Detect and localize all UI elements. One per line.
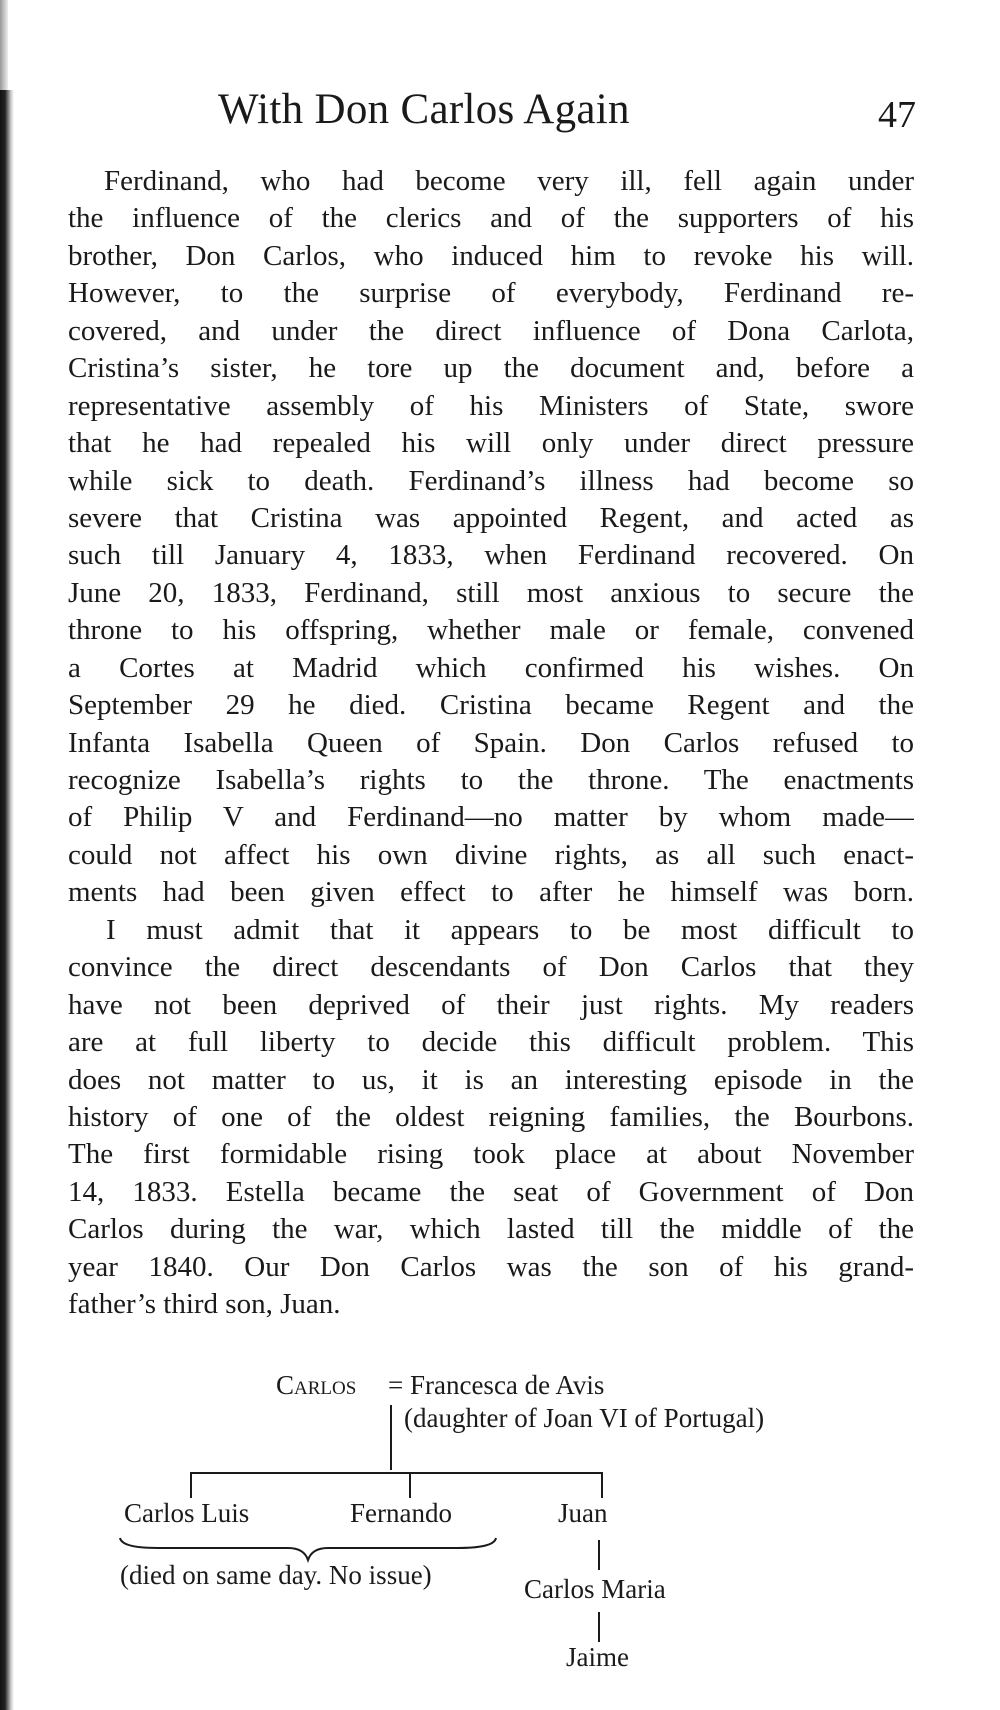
- text-line: are at full liberty to decide this difficult problem. This: [68, 1026, 914, 1059]
- tree-brace: [118, 1534, 498, 1564]
- text-line: Ferdinand, who had become very ill, fell again under: [104, 165, 914, 197]
- tree-line-child-1: [190, 1472, 192, 1498]
- text-line: throne to his offspring, whether male or female, convened: [68, 614, 914, 647]
- text-line: severe that Cristina was appointed Regent, and acted as: [68, 501, 914, 534]
- text-line: representative assembly of his Ministers of State, swore: [68, 389, 914, 422]
- tree-child-carlos-luis: Carlos Luis: [124, 1498, 250, 1528]
- text-line: covered, and under the direct influence of Dona Carlota,: [68, 314, 914, 347]
- text-line: the influence of the clerics and of the supporters of his: [68, 202, 914, 235]
- tree-line-child-2: [409, 1472, 411, 1498]
- tree-line-grandson-down: [598, 1612, 600, 1642]
- tree-line-child-3: [601, 1472, 603, 1498]
- text-line: Infanta Isabella Queen of Spain. Don Carlos refused to: [68, 726, 914, 759]
- text-line: convince the direct descendants of Don Carlos that they: [68, 951, 914, 984]
- tree-great-grandson: Jaime: [566, 1642, 629, 1672]
- page-gutter-top: [0, 0, 8, 90]
- text-line: recognize Isabella’s rights to the throne. The enactments: [68, 764, 914, 796]
- text-line: a Cortes at Madrid which confirmed his wishes. On: [68, 651, 914, 684]
- text-line: ments had been given effect to after he himself was born.: [68, 876, 914, 909]
- page-header: [0, 85, 1000, 145]
- text-line: Carlos during the war, which lasted till the middle of the: [68, 1213, 914, 1246]
- text-line: could not affect his own divine rights, as all such enact-: [68, 838, 914, 871]
- tree-grandson: Carlos Maria: [524, 1574, 666, 1604]
- text-line: The first formidable rising took place at about November: [68, 1138, 914, 1171]
- body-text: [68, 163, 914, 1324]
- text-line: of Philip V and Ferdinand—no matter by whom made—: [68, 801, 914, 834]
- tree-line-juan-down: [598, 1540, 600, 1570]
- tree-line-siblings: [190, 1472, 602, 1474]
- tree-brothers-note: (died on same day. No issue): [120, 1560, 432, 1590]
- text-line: brother, Don Carlos, who induced him to revoke his will.: [68, 239, 914, 272]
- text-line: Cristina’s sister, he tore up the document and, before a: [68, 352, 914, 385]
- paragraph-2: [68, 912, 914, 1324]
- tree-spouse-note: (daughter of Joan VI of Portugal): [404, 1403, 765, 1433]
- text-line: while sick to death. Ferdinand’s illness had become so: [68, 464, 914, 497]
- text-line: such till January 4, 1833, when Ferdinand recovered. On: [68, 539, 914, 572]
- tree-root-name: Carlos: [276, 1370, 357, 1400]
- page-number: 47: [878, 94, 916, 136]
- tree-root-spouse: = Francesca de Avis: [388, 1370, 605, 1400]
- page-gutter: [0, 90, 14, 1710]
- running-title: With Don Carlos Again: [218, 86, 630, 133]
- paragraph-1: [68, 163, 914, 912]
- tree-child-juan: Juan: [558, 1498, 608, 1528]
- text-line: 14, 1833. Estella became the seat of Government of Don: [68, 1175, 914, 1208]
- text-line: I must admit that it appears to be most difficult to: [106, 913, 914, 946]
- text-line: history of one of the oldest reigning families, the Bourbons.: [68, 1100, 914, 1133]
- text-line: year 1840. Our Don Carlos was the son of his grand-: [68, 1250, 914, 1283]
- text-line: September 29 he died. Cristina became Regent and the: [68, 689, 914, 722]
- tree-line-root-down: [390, 1405, 392, 1470]
- text-line: However, to the surprise of everybody, Ferdinand re-: [68, 277, 914, 310]
- text-line: does not matter to us, it is an interesting episode in the: [68, 1063, 914, 1096]
- text-line: have not been deprived of their just rights. My readers: [68, 988, 914, 1021]
- tree-child-fernando: Fernando: [350, 1498, 452, 1528]
- text-line: father’s third son, Juan.: [68, 1288, 341, 1321]
- text-line: that he had repealed his will only under direct pressure: [68, 427, 914, 460]
- text-line: June 20, 1833, Ferdinand, still most anxious to secure the: [68, 576, 914, 609]
